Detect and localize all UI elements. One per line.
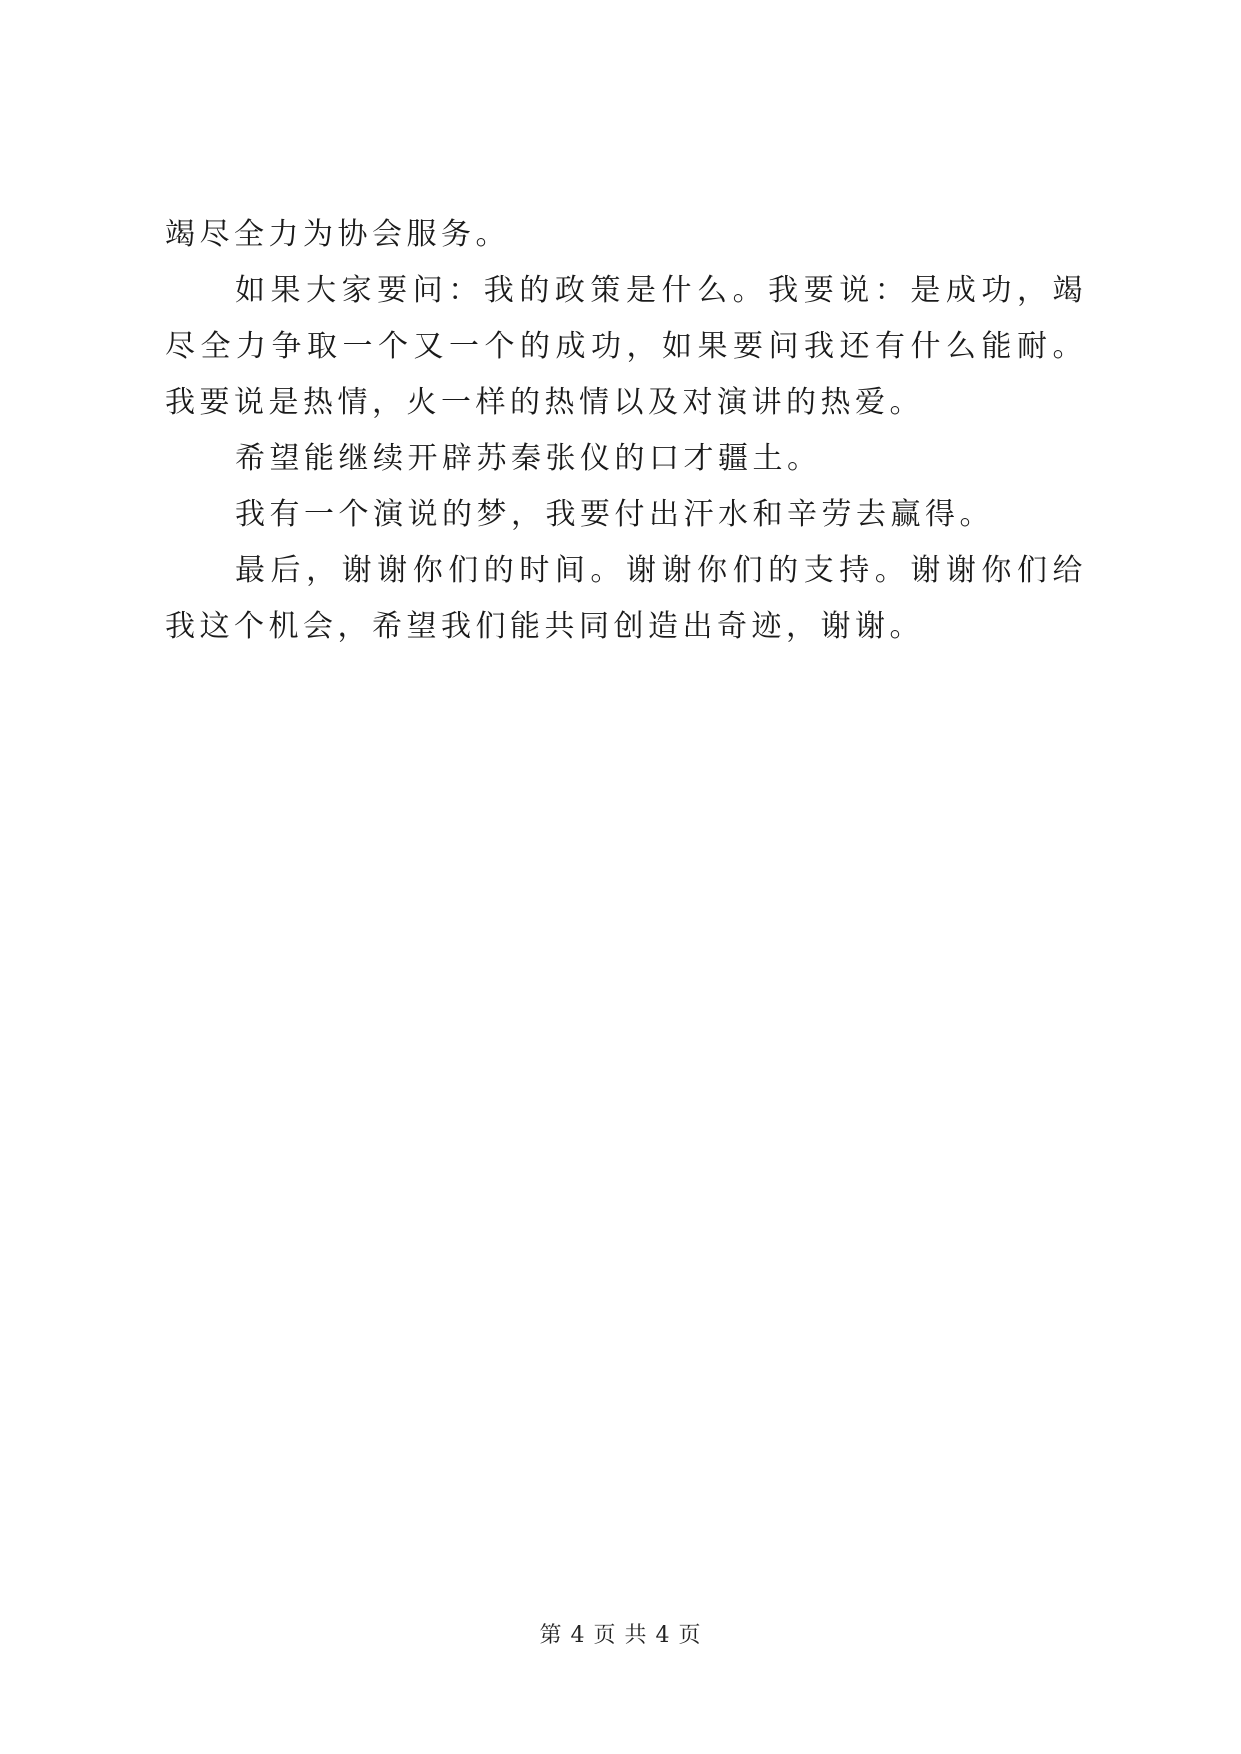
page-number-footer: 第 4 页 共 4 页 <box>539 1623 702 1648</box>
paragraph-eloquence: 希望能继续开辟苏秦张仪的口才疆土。 <box>235 441 822 476</box>
paragraph-continued: 竭尽全力为协会服务。 <box>165 217 510 252</box>
document-body <box>165 207 1087 655</box>
paragraph-dream: 我有一个演说的梦，我要付出汗水和辛劳去赢得。 <box>235 497 994 532</box>
paragraph-thanks: 最后，谢谢你们的时间。谢谢你们的支持。谢谢你们给我这个机会，希望我们能共同创造出奇迹，谢谢。 <box>165 553 1087 644</box>
paragraph-policy: 如果大家要问：我的政策是什么。我要说：是成功，竭尽全力争取一个又一个的成功，如果要问我还有什么能耐。我要说是热情，火一样的热情以及对演讲的热爱。 <box>165 273 1087 420</box>
